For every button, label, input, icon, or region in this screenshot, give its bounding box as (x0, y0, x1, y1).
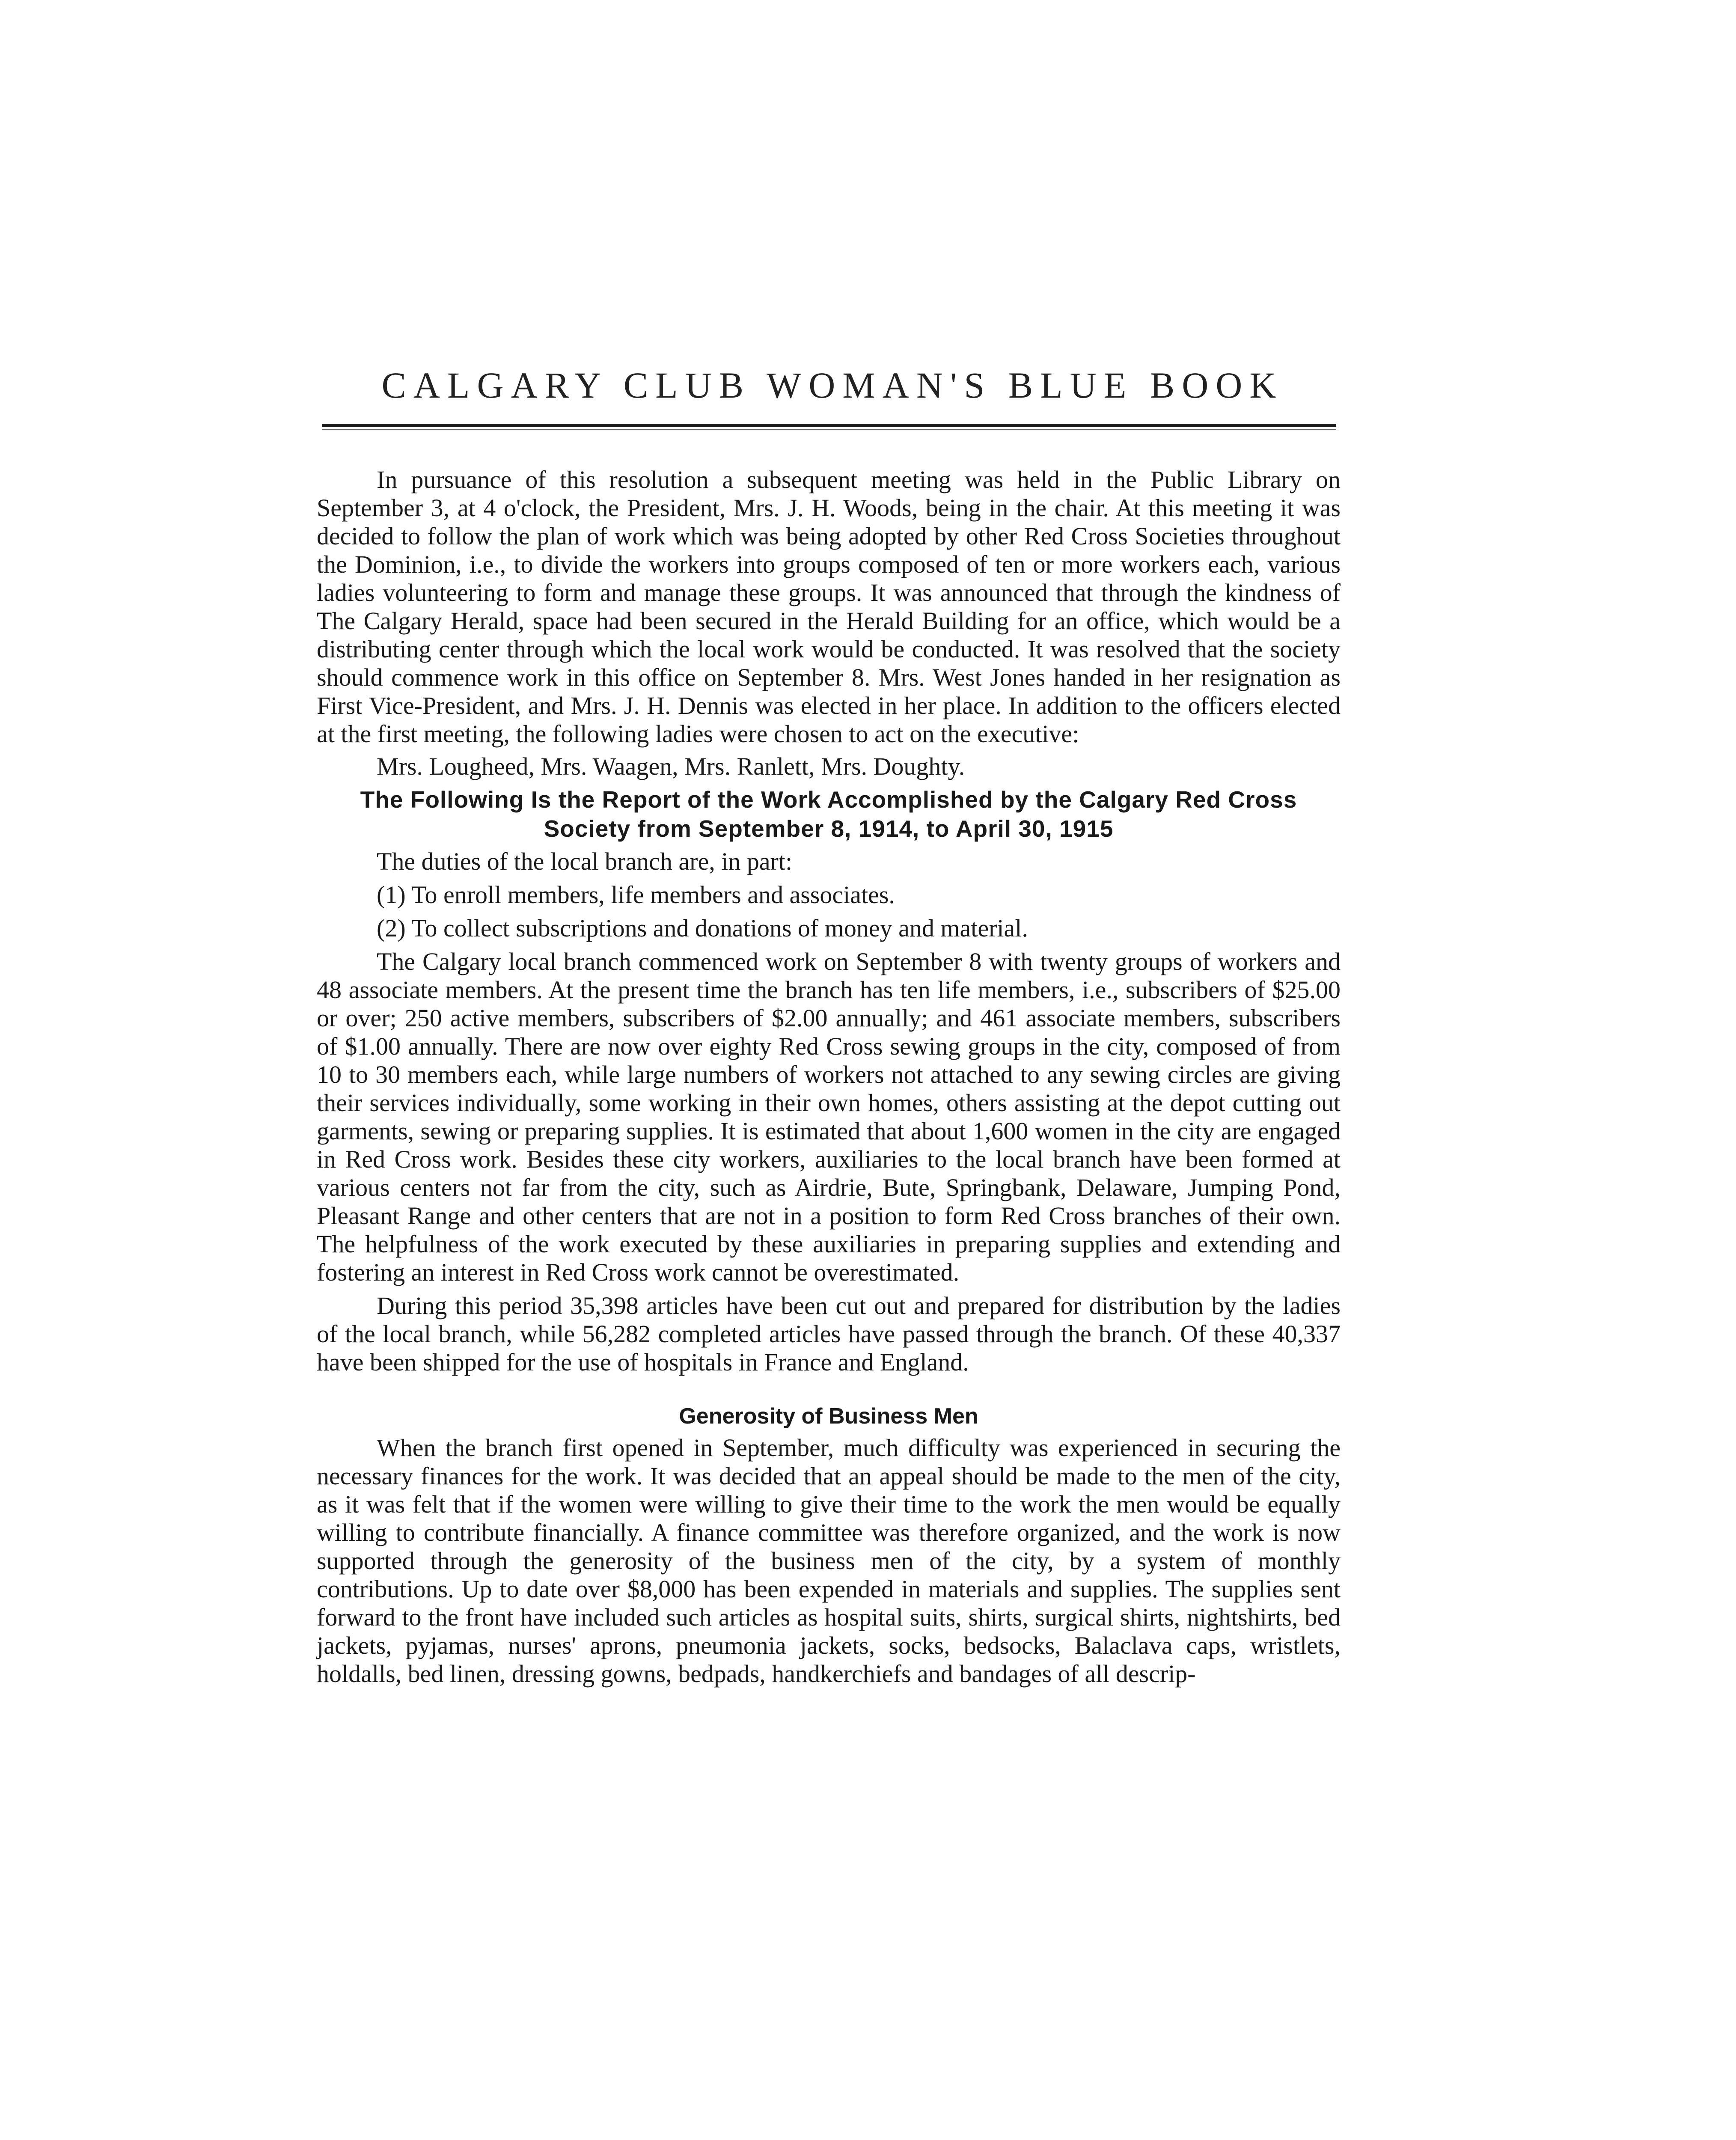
duty-item-2: (2) To collect subscriptions and donations of money and material. (377, 914, 1028, 942)
header-rule (322, 424, 1336, 427)
paragraph-branch-work: The Calgary local branch commenced work on September 8 with twenty groups of workers and 48 associate members. At the present time the branch has ten life members, i.e., subscribers of $25.00 or over; 250 active members, subscribers of $2.00 annually; and 461 associate members, subscribers of $1.00 annually. There are now over eighty Red Cross sewing groups in the city, composed of from 10 to 30 members each, while large numbers of workers not attached to any sewing circles are giving their services individually, some working in their own homes, others assisting at the depot cutting out garments, sewing or preparing supplies. It is estimated that about 1,600 women in the city are engaged in Red Cross work. Besides these city workers, auxiliaries to the local branch have been formed at various centers not far from the city, such as Airdrie, Bute, Springbank, Delaware, Jumping Pond, Pleasant Range and other centers that are not in a position to form Red Cross branches of their own. The helpfulness of the work executed by these auxiliaries in preparing supplies and extending and fostering an interest in Red Cross work cannot be overestimated. (317, 948, 1341, 1286)
paragraph-finances: When the branch first opened in September, much difficulty was experienced in securing the necessary finances for the work. It was decided that an appeal should be made to the men of the city, as it was felt that if the women were willing to give their time to the work the men would be equally willing to contribute financially. A finance committee was therefore organized, and the work is now supported through the generosity of the business men of the city, by a system of monthly contributions. Up to date over $8,000 has been expended in materials and supplies. The supplies sent forward to the front have included such articles as hospital suits, shirts, surgical shirts, nightshirts, bed jackets, pyjamas, nurses' aprons, pneumonia jackets, socks, bedsocks, Balaclava caps, wristlets, holdalls, bed linen, dressing gowns, bedpads, handkerchiefs and bandages of all descrip- (317, 1434, 1341, 1688)
main-text (317, 466, 1341, 1688)
running-header: CALGARY CLUB WOMAN'S BLUE BOOK (381, 365, 1284, 406)
report-heading: The Following Is the Report of the Work Accomplished by the Calgary Red Cross Society from September 8, 1914, to April 30, 1915 (360, 786, 1297, 842)
header-rule-thin (322, 429, 1336, 430)
paragraph-meeting: In pursuance of this resolution a subsequent meeting was held in the Public Library on September 3, at 4 o'clock, the President, Mrs. J. H. Woods, being in the chair. At this meeting it was decided to follow the plan of work which was being adopted by other Red Cross Societies throughout the Dominion, i.e., to divide the workers into groups composed of ten or more workers each, various ladies volunteering to form and manage these groups. It was announced that through the kindness of The Calgary Herald, space had been secured in the Herald Building for an office, which would be a distributing center through which the local work would be conducted. It was resolved that the society should commence work in this office on September 8. Mrs. West Jones handed in her resignation as First Vice-President, and Mrs. J. H. Dennis was elected in her place. In addition to the officers elected at the first meeting, the following ladies were chosen to act on the executive: (317, 466, 1341, 748)
duty-item-1: (1) To enroll members, life members and associates. (377, 881, 895, 909)
paragraph-duties-intro: The duties of the local branch are, in part: (377, 847, 793, 875)
paragraph-articles: During this period 35,398 articles have been cut out and prepared for distribution by the ladies of the local branch, while 56,282 completed articles have passed through the branch. Of these 40,337 have been shipped for the use of hospitals in France and England. (317, 1292, 1341, 1376)
paragraph-officers: Mrs. Lougheed, Mrs. Waagen, Mrs. Ranlett, Mrs. Doughty. (377, 752, 965, 780)
section-heading-generosity: Generosity of Business Men (679, 1404, 978, 1429)
